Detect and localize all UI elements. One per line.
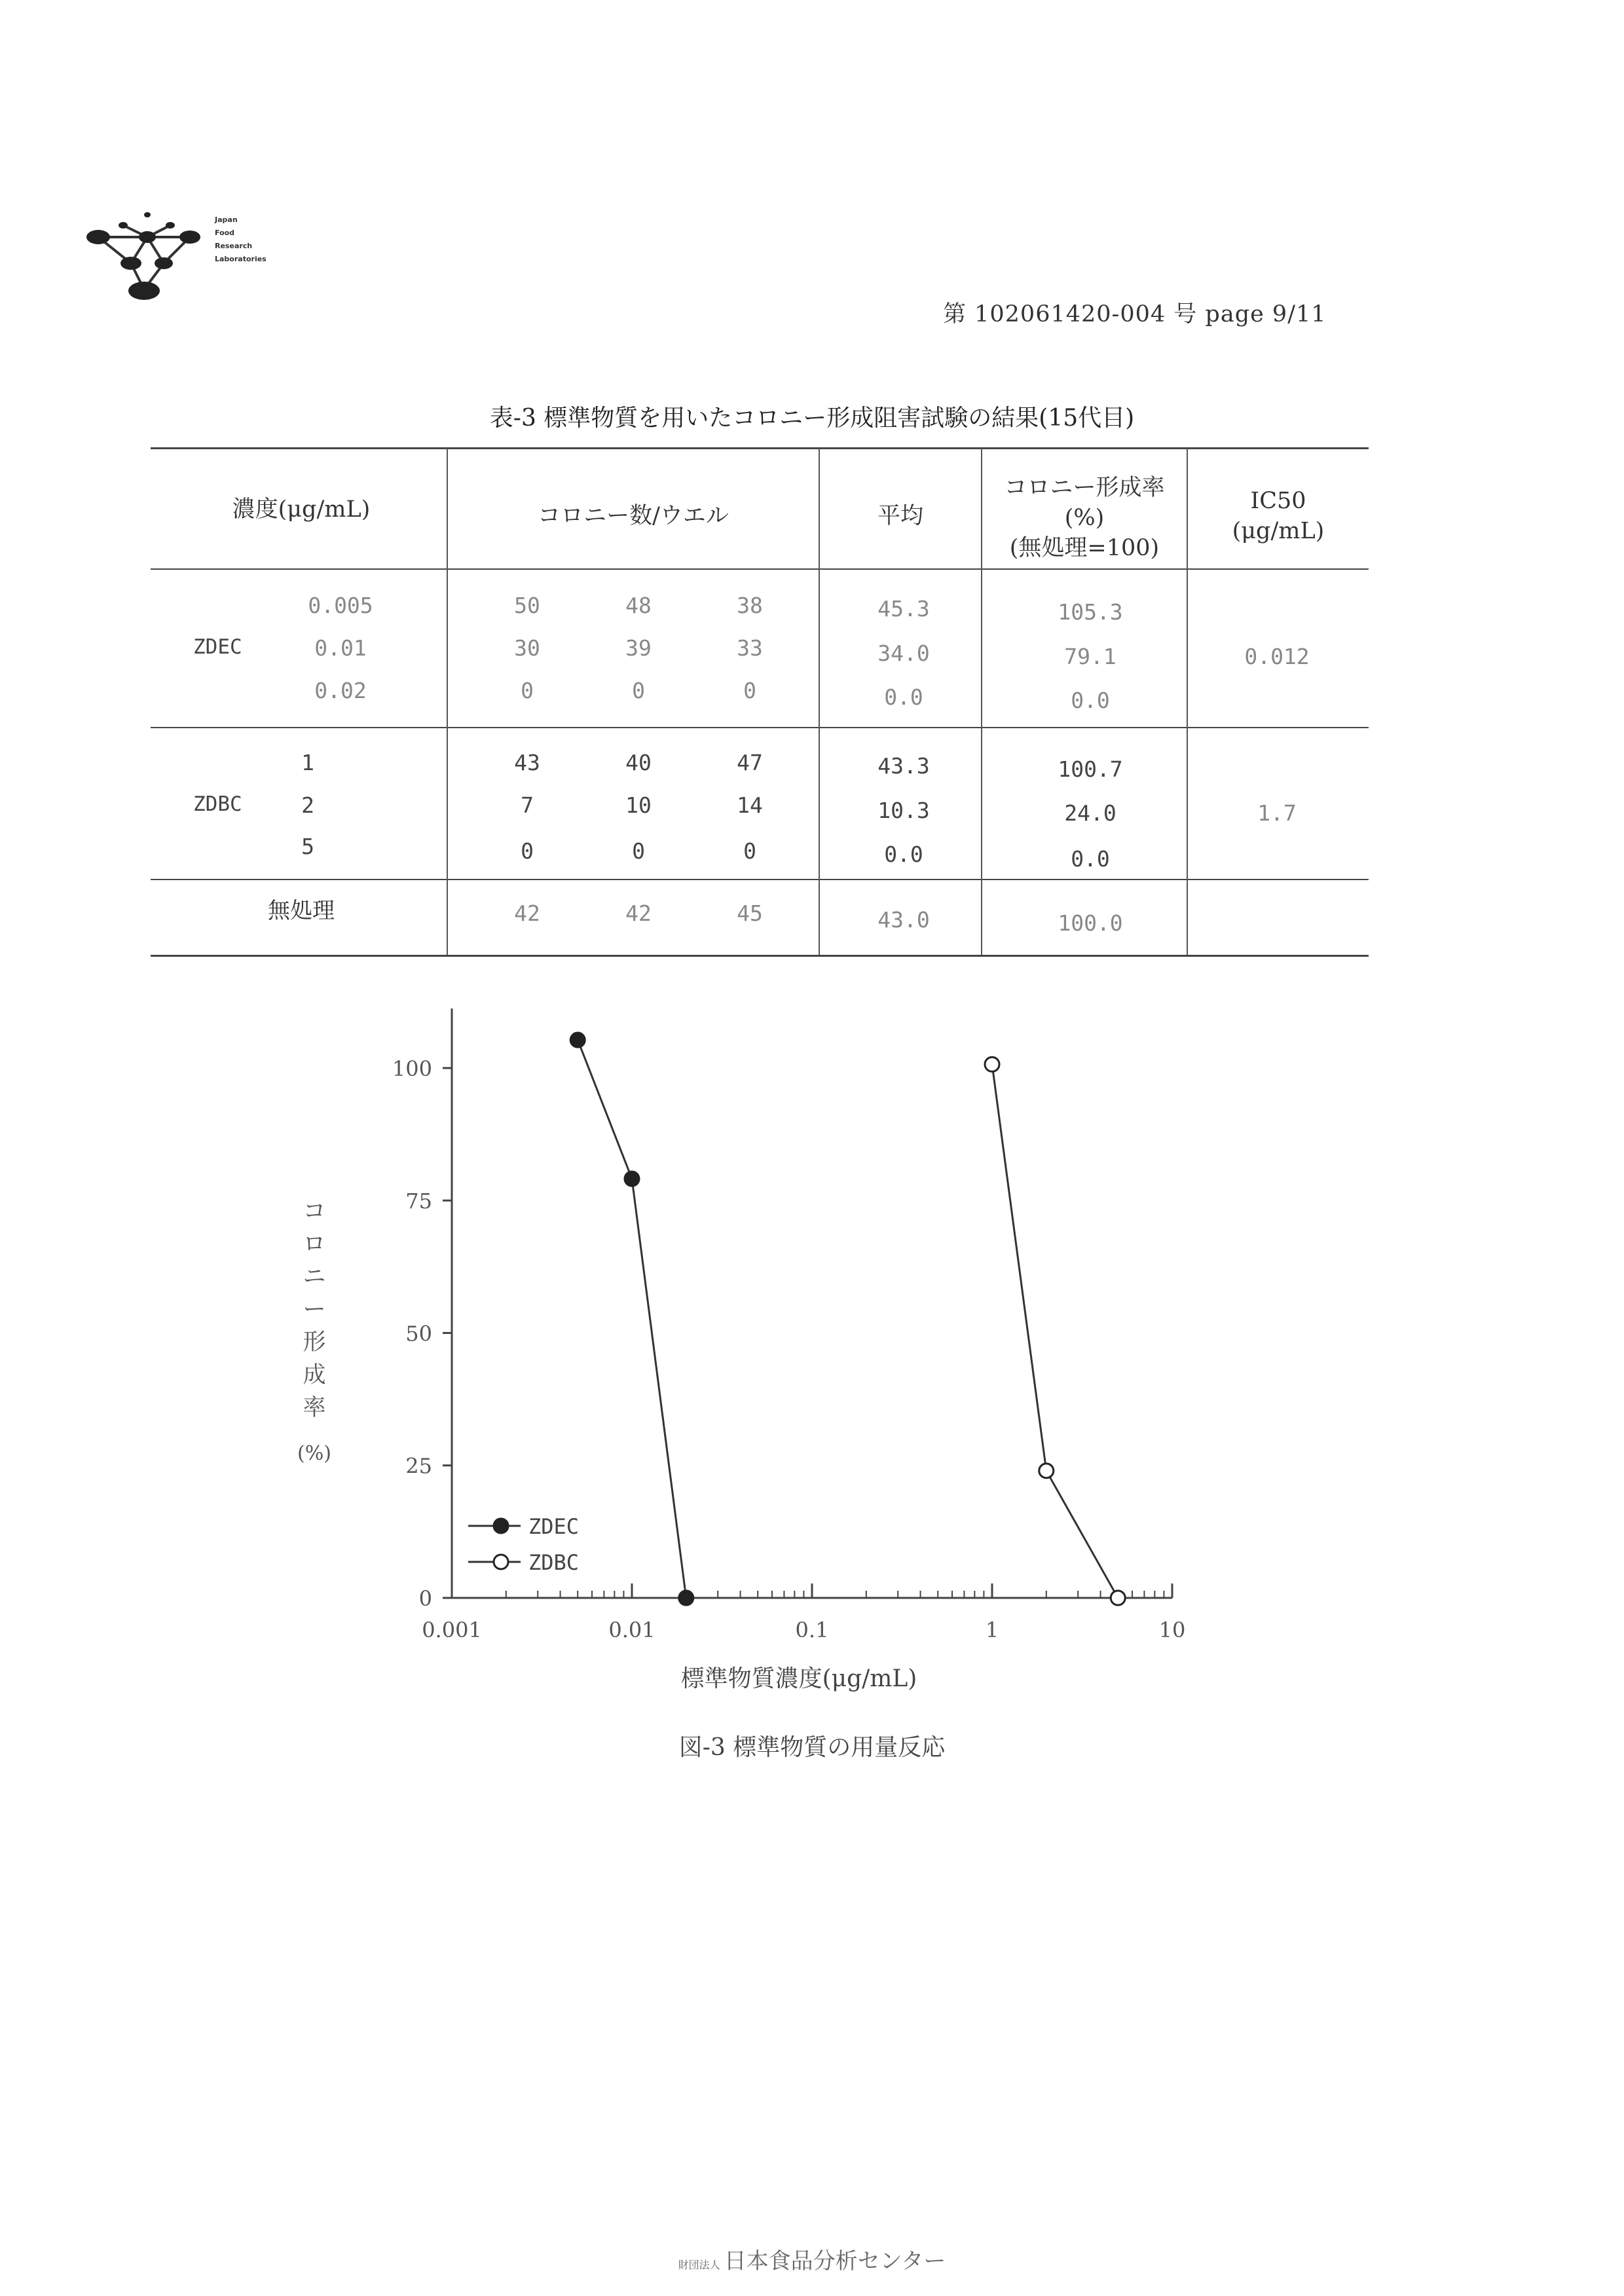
table-cell: 38 <box>737 593 763 618</box>
table-cell: 40 <box>625 750 652 775</box>
table-cell: 5 <box>301 834 314 859</box>
table-cell-ic50: 1.7 <box>1257 800 1297 826</box>
y-tick-label: 25 <box>405 1453 432 1479</box>
data-point-zdec <box>570 1033 585 1047</box>
data-point-zdec <box>679 1591 693 1605</box>
y-axis-title-char: 率 <box>303 1395 326 1421</box>
y-axis-title <box>295 1195 334 1470</box>
table-cell: 10.3 <box>877 798 930 823</box>
y-axis-title-char: コ <box>303 1198 326 1225</box>
footer-prefix: 財団法人 <box>678 2259 720 2271</box>
header-formation-rate <box>982 473 1187 563</box>
logo-line: Laboratories <box>215 255 267 263</box>
table-cell: 33 <box>737 635 763 661</box>
table-cell: 43 <box>514 750 540 775</box>
series-line-zdec <box>578 1040 686 1598</box>
table-title: 表-3 標準物質を用いたコロニー形成阻害試験の結果(15代目) <box>489 405 1135 432</box>
logo-line: Japan <box>215 215 238 224</box>
table-cell: 2 <box>301 792 314 818</box>
table-cell: 42 <box>625 900 652 926</box>
series-line-zdbc <box>992 1064 1118 1598</box>
header-mean: 平均 <box>877 503 923 529</box>
table-cell: 48 <box>625 593 652 618</box>
table-cell: 105.3 <box>1058 599 1123 625</box>
table-cell: 47 <box>737 750 763 775</box>
results-table <box>0 0 1624 982</box>
x-tick-label: 0.01 <box>608 1618 655 1642</box>
table-cell: 0.0 <box>884 684 923 710</box>
table-cell: 24.0 <box>1064 800 1116 826</box>
y-axis-title-char: ニ <box>303 1264 326 1290</box>
y-axis-title-char: 形 <box>303 1329 326 1356</box>
document-id-page-number: 第 102061420-004 号 page 9/11 <box>943 301 1327 327</box>
header-formation-rate-line: (無処理=100) <box>1009 535 1160 561</box>
y-axis-title-char: 成 <box>303 1362 326 1388</box>
table-cell: 0 <box>632 838 645 864</box>
table-cell-ic50: 0.012 <box>1244 644 1310 669</box>
table-cell: 30 <box>514 635 540 661</box>
x-tick-label: 1 <box>985 1618 999 1642</box>
table-cell: 45 <box>737 900 763 926</box>
table-cell: 0 <box>743 838 756 864</box>
table-cell: 0 <box>521 678 534 703</box>
table-cell: 100.0 <box>1058 910 1123 936</box>
untreated-label: 無処理 <box>268 898 335 924</box>
table-cell: 0 <box>521 838 534 864</box>
y-tick-label: 0 <box>418 1586 432 1611</box>
table-cell: 0.005 <box>308 593 373 618</box>
chart-svg <box>0 982 1624 1781</box>
table-cell: 43.3 <box>877 753 930 779</box>
y-axis-title-char: (%) <box>297 1442 331 1465</box>
data-point-zdbc <box>985 1057 999 1071</box>
y-axis-title-char: ー <box>303 1297 326 1323</box>
table-cell: 39 <box>625 635 652 661</box>
x-tick-label: 0.001 <box>422 1618 482 1642</box>
header-ic50 <box>1188 486 1369 546</box>
header-ic50-line: IC50 <box>1250 488 1306 514</box>
y-tick-label: 50 <box>405 1321 432 1346</box>
table-group-rule <box>151 879 1369 880</box>
table-group-rule <box>151 727 1369 728</box>
table-cell: 0.0 <box>1071 688 1110 713</box>
table-cell: 14 <box>737 792 763 818</box>
figure-caption: 図-3 標準物質の用量反応 <box>678 1734 946 1761</box>
legend-label-zdbc: ZDBC <box>528 1550 580 1575</box>
x-tick-label: 0.1 <box>795 1618 829 1642</box>
table-top-rule <box>151 447 1369 449</box>
header-concentration: 濃度(μg/mL) <box>232 496 371 523</box>
legend-label-zdec: ZDEC <box>528 1514 580 1539</box>
header-formation-rate-line: (%) <box>1064 505 1105 531</box>
table-cell: 7 <box>521 792 534 818</box>
table-cell: 79.1 <box>1064 644 1116 669</box>
x-axis-label: 標準物質濃度(μg/mL) <box>680 1665 917 1692</box>
legend-marker-zdec <box>494 1519 508 1533</box>
table-cell: 0.0 <box>884 842 923 867</box>
table-cell: 45.3 <box>877 596 930 621</box>
data-point-zdbc <box>1111 1591 1125 1605</box>
table-cell: 42 <box>514 900 540 926</box>
table-cell: 0 <box>632 678 645 703</box>
footer-org-name: 日本食品分析センター <box>724 2248 946 2274</box>
x-tick-label: 10 <box>1158 1618 1186 1642</box>
table-cell: 34.0 <box>877 640 930 666</box>
header-formation-rate-line: コロニー形成率 <box>1004 475 1165 501</box>
y-axis-title-char: ロ <box>303 1231 326 1257</box>
y-tick-label: 75 <box>405 1189 432 1214</box>
table-cell: 0.02 <box>314 678 367 703</box>
table-cell: 0.01 <box>314 635 367 661</box>
group-label-zdbc: ZDBC <box>193 792 242 816</box>
y-tick-label: 100 <box>392 1056 432 1081</box>
table-cell: 50 <box>514 593 540 618</box>
header-colony-count: コロニー数/ウエル <box>538 503 729 529</box>
table-cell: 0.0 <box>1071 846 1110 872</box>
table-cell: 0 <box>743 678 756 703</box>
group-label-zdec: ZDEC <box>193 635 242 659</box>
data-point-zdbc <box>1039 1464 1054 1478</box>
header-ic50-line: (μg/mL) <box>1232 518 1325 544</box>
table-cell: 1 <box>301 750 314 775</box>
table-cell: 43.0 <box>877 907 930 933</box>
table-bottom-rule <box>151 955 1369 957</box>
footer-organization <box>0 2243 1624 2275</box>
dose-response-chart <box>0 982 1624 1781</box>
table-cell: 100.7 <box>1058 756 1123 782</box>
table-header-rule <box>151 568 1369 570</box>
data-point-zdec <box>625 1172 639 1186</box>
table-cell: 10 <box>625 792 652 818</box>
logo-line: Research <box>215 242 253 250</box>
logo-line: Food <box>215 229 235 237</box>
legend-marker-zdbc <box>494 1555 508 1569</box>
